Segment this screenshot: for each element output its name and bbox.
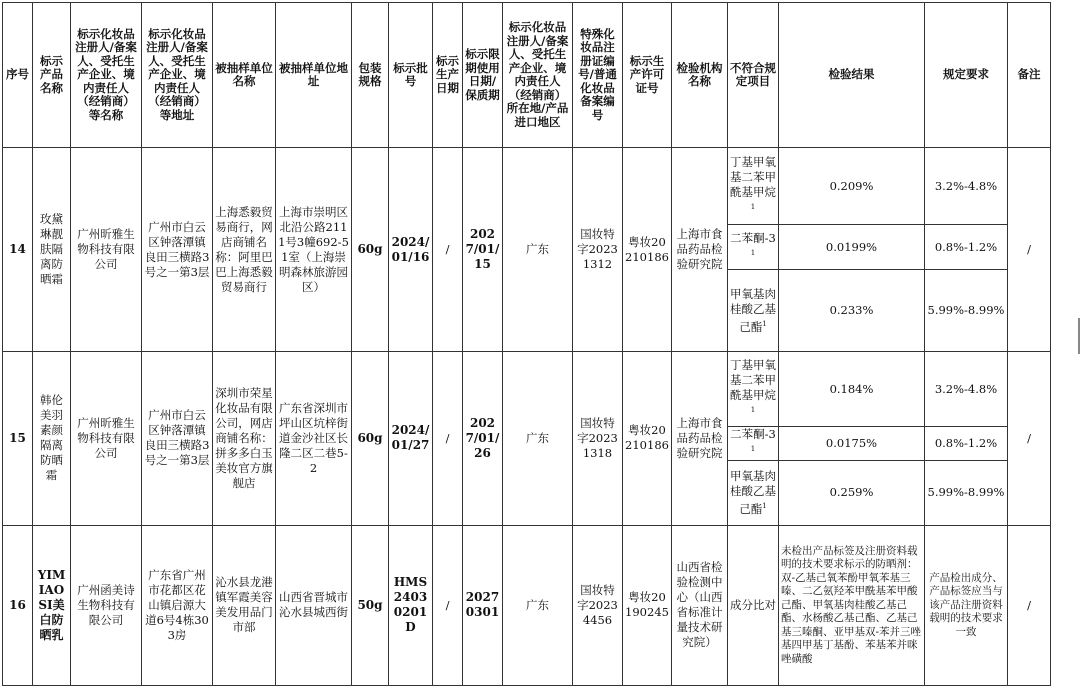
remark: / xyxy=(1008,352,1051,526)
header-cell: 被抽样单位地址 xyxy=(276,3,352,148)
header-cell: 序号 xyxy=(3,3,33,148)
header-cell: 标示生产日期 xyxy=(433,3,463,148)
company-address: 广州市白云区钟落潭镇良田三横路3号之一第3层 xyxy=(142,352,213,526)
product-name: 韩伦美羽素颜隔离防晒霜 xyxy=(33,352,71,526)
batch-number: HMS24030201D xyxy=(389,525,433,685)
product-name: 玫黛琳靓肤隔离防晒霜 xyxy=(33,148,71,352)
package-spec: 60g xyxy=(352,148,389,352)
row-number: 15 xyxy=(3,352,33,526)
sampled-unit: 上海悉毅贸易商行，网店商铺名称：阿里巴巴上海悉毅贸易商行 xyxy=(213,148,276,352)
test-result: 未检出产品标签及注册资料载明的技术要求标示的防晒剂：双-乙基己氧苯酚甲氧苯基三嗪、二乙氨羟苯甲酰基苯甲酸己酯、甲氧基肉桂酸乙基己酯、水杨酸乙基己酯、乙基己基三嗪酮、亚甲基双-苯并三唑基四甲基丁基酚、苯基苯并咪唑磺酸 xyxy=(779,525,925,685)
lab-name: 山西省检验检测中心（山西省标准计量技术研究院） xyxy=(672,525,728,685)
license-number: 粤妆20190245 xyxy=(623,525,672,685)
header-cell: 被抽样单位名称 xyxy=(213,3,276,148)
header-cell: 标示化妆品注册人/备案人、受托生产企业、境内责任人（经销商）等地址 xyxy=(142,3,213,148)
nonconforming-item: 二苯酮$-3^1$ xyxy=(728,225,779,270)
region: 广东 xyxy=(503,148,573,352)
header-cell: 规定要求 xyxy=(925,3,1008,148)
requirement: 0.8%-1.2% xyxy=(925,427,1008,461)
registration-number: 国妆特字20231318 xyxy=(573,352,623,526)
header-cell: 包装规格 xyxy=(352,3,389,148)
test-result: 0.0199% xyxy=(779,225,925,270)
requirement: 3.2%-4.8% xyxy=(925,352,1008,427)
header-cell: 不符合规定项目 xyxy=(728,3,779,148)
package-spec: 60g xyxy=(352,352,389,526)
remark: / xyxy=(1008,525,1051,685)
sampled-unit: 深圳市荣星化妆品有限公司，网店商铺名称：拼多多白玉美妆官方旗舰店 xyxy=(213,352,276,526)
expiry-date: 2027/01/26 xyxy=(463,352,503,526)
region: 广东 xyxy=(503,525,573,685)
lab-name: 上海市食品药品检验研究院 xyxy=(672,148,728,352)
header-cell: 标示化妆品注册人/备案人、受托生产企业、境内责任人（经销商）等名称 xyxy=(71,3,142,148)
test-result: 0.184% xyxy=(779,352,925,427)
header-cell: 备注 xyxy=(1008,3,1051,148)
company-address: 广东省广州市花都区花山镇启源大道6号4栋303房 xyxy=(142,525,213,685)
header-cell: 检验机构名称 xyxy=(672,3,728,148)
remark: / xyxy=(1008,148,1051,352)
test-result: 0.0175% xyxy=(779,427,925,461)
expiry-date: 20270301 xyxy=(463,525,503,685)
registration-number: 国妆特字20231312 xyxy=(573,148,623,352)
nonconforming-item: 丁基甲氧基二苯甲酰基甲烷$^1$ xyxy=(728,352,779,427)
sampled-address: 广东省深圳市坪山区坑梓街道金沙社区长隆二区二巷5-2 xyxy=(276,352,352,526)
header-cell: 检验结果 xyxy=(779,3,925,148)
company-name: 广州函美诗生物科技有限公司 xyxy=(71,525,142,685)
header-cell: 标示限期使用日期/保质期 xyxy=(463,3,503,148)
test-result: 0.209% xyxy=(779,148,925,225)
company-name: 广州昕雅生物科技有限公司 xyxy=(71,352,142,526)
requirement: 产品检出成分、产品标签应当与该产品注册资料载明的技术要求一致 xyxy=(925,525,1008,685)
requirement: 3.2%-4.8% xyxy=(925,148,1008,225)
region: 广东 xyxy=(503,352,573,526)
sampled-unit: 沁水县龙港镇军霞美容美发用品门市部 xyxy=(213,525,276,685)
nonconforming-item: 丁基甲氧基二苯甲酰基甲烷$^1$ xyxy=(728,148,779,225)
header-cell: 标示生产许可证号 xyxy=(623,3,672,148)
header-cell: 特殊化妆品注册证编号/普通化妆品备案编号 xyxy=(573,3,623,148)
table-row xyxy=(3,525,1051,685)
requirement: 5.99%-8.99% xyxy=(925,460,1008,525)
lab-name: 上海市食品药品检验研究院 xyxy=(672,352,728,526)
test-result: 0.259% xyxy=(779,460,925,525)
company-address: 广州市白云区钟落潭镇良田三横路3号之一第3层 xyxy=(142,148,213,352)
header-cell: 标示产品名称 xyxy=(33,3,71,148)
production-date: / xyxy=(433,525,463,685)
expiry-date: 2027/01/15 xyxy=(463,148,503,352)
package-spec: 50g xyxy=(352,525,389,685)
requirement: 5.99%-8.99% xyxy=(925,270,1008,352)
inspection-table xyxy=(2,2,1051,686)
row-number: 16 xyxy=(3,525,33,685)
license-number: 粤妆20210186 xyxy=(623,148,672,352)
batch-number: 2024/01/27 xyxy=(389,352,433,526)
table-row xyxy=(3,148,1051,225)
sampled-address: 山西省晋城市沁水县城西街 xyxy=(276,525,352,685)
nonconforming-item: 成分比对 xyxy=(728,525,779,685)
registration-number: 国妆特字20234456 xyxy=(573,525,623,685)
nonconforming-item: 二苯酮$-3^1$ xyxy=(728,427,779,461)
test-result: 0.233% xyxy=(779,270,925,352)
requirement: 0.8%-1.2% xyxy=(925,225,1008,270)
header-row xyxy=(3,3,1051,148)
row-number: 14 xyxy=(3,148,33,352)
company-name: 广州昕雅生物科技有限公司 xyxy=(71,148,142,352)
header-cell: 标示化妆品注册人/备案人、受托生产企业、境内责任人（经销商）所在地/产品进口地区 xyxy=(503,3,573,148)
batch-number: 2024/01/16 xyxy=(389,148,433,352)
header-cell: 标示批号 xyxy=(389,3,433,148)
nonconforming-item: 甲氧基肉桂酸乙基己酯$^1$ xyxy=(728,270,779,352)
nonconforming-item: 甲氧基肉桂酸乙基己酯$^1$ xyxy=(728,460,779,525)
production-date: / xyxy=(433,352,463,526)
license-number: 粤妆20210186 xyxy=(623,352,672,526)
production-date: / xyxy=(433,148,463,352)
product-name: YIMIAOSI美白防晒乳 xyxy=(33,525,71,685)
sampled-address: 上海市崇明区北沿公路2111号3幢692-51室（上海崇明森林旅游园区） xyxy=(276,148,352,352)
table-row xyxy=(3,352,1051,427)
